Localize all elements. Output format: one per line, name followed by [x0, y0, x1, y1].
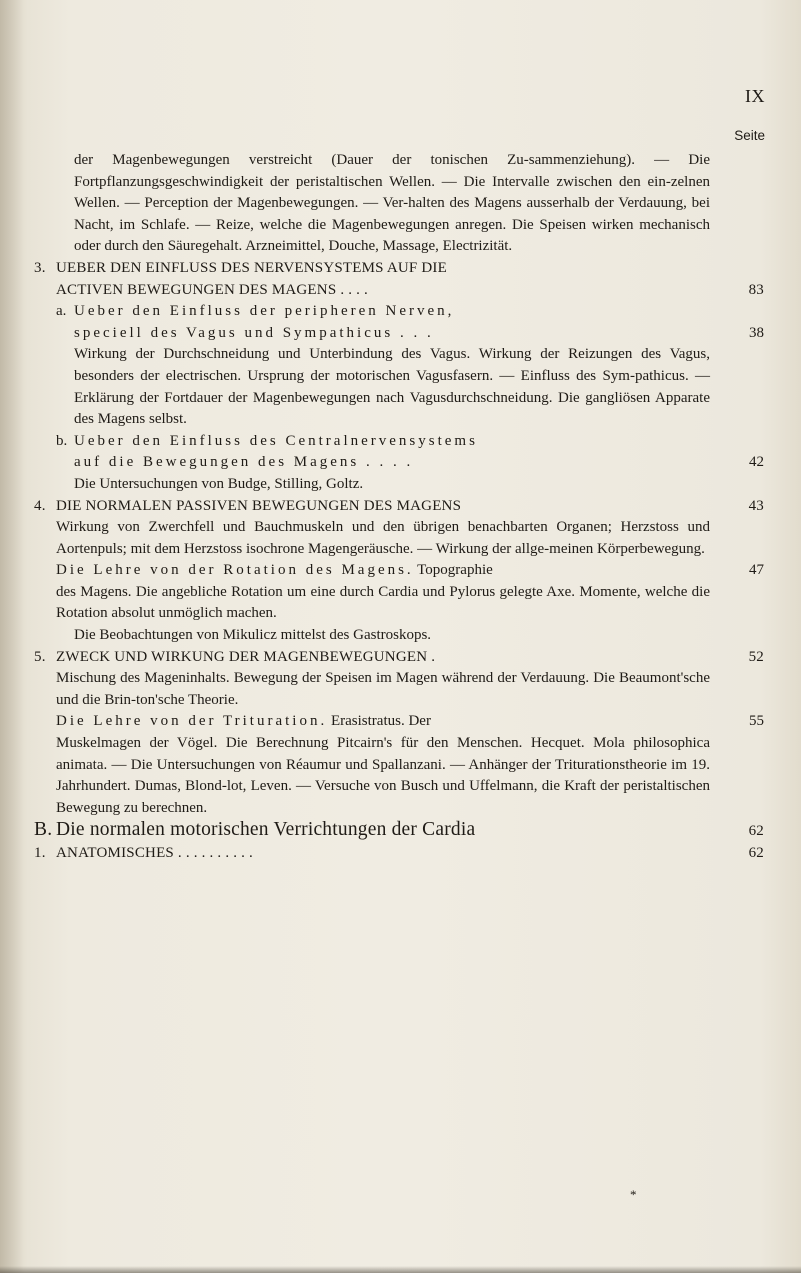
entry-title: UEBER DEN EINFLUSS DES NERVENSYSTEMS AUF DIE [56, 259, 447, 276]
sub-label: b. [56, 432, 68, 449]
entry-text: Mischung des Mageninhalts. Bewegung der Speisen im Magen während der Verdauung. Die Beaumont'sche und die Brin-ton'sche Theorie. [56, 670, 710, 708]
intro-continuation [34, 150, 764, 258]
entry-page: 52 [748, 648, 764, 665]
sub-heading: Die Lehre von der Trituration. [56, 713, 328, 730]
toc-entry-5 [34, 647, 764, 820]
sub-page: 47 [749, 562, 764, 579]
entry-page: 83 [748, 281, 764, 298]
entry-title: ZWECK UND WIRKUNG DER MAGENBEWEGUNGEN . [56, 648, 436, 665]
page-gutter-shadow [0, 0, 24, 1273]
sub-text: Wirkung der Durchschneidung und Unterbindung des Vagus. Wirkung der Reizungen des Vagus, besonders der electrischen. Ursprung der motorischen Vagusfasern. — Einfluss des Sym-pathicus. — Erklärung der Fortdauer der Magenbewegungen nach Vagusdurchschneidung. Die gangliösen Apparate des Magens selbst. [74, 346, 710, 428]
entry-page: 62 [748, 823, 764, 840]
entry-title: DIE NORMALEN PASSIVEN BEWEGUNGEN DES MAGENS [56, 497, 462, 514]
entry-number: 3. [34, 259, 46, 276]
sub-heading: Die Lehre von der Rotation des Magens. [56, 562, 414, 579]
toc-entry-3 [34, 258, 764, 496]
entry-number: 5. [34, 648, 46, 665]
sub-title-cont: speciell des Vagus und Sympathicus . . . [74, 324, 434, 341]
sub-page: 42 [749, 454, 764, 471]
sub-heading-rest: Topographie [417, 562, 493, 579]
entry-number: 4. [34, 497, 46, 514]
intro-text: der Magenbewegungen verstreicht (Dauer der tonischen Zu-sammenziehung). — Die Fortpflanzungsgeschwindigkeit der peristaltischen Wellen. — Die Intervalle zwischen den ein-zelnen Wellen. — Perception der Magenbewegungen. — Ver-halten des Magens ausserhalb der Verdauung, bei Nacht, im Schlafe. — Reize, welche die Magenbewegungen anregen. Die Speisen wirken mechanisch oder durch den Säuregehalt. Arzneimittel, Douche, Massage, Electrizität. [74, 152, 710, 255]
entry-number: 1. [34, 845, 46, 861]
entry-title-cont: ACTIVEN BEWEGUNGEN DES MAGENS . . . . [56, 281, 368, 298]
toc-entry-1 [34, 843, 764, 865]
footer-mark: * [630, 1187, 637, 1202]
entry-page: 43 [748, 497, 764, 514]
entry-title: Die normalen motorischen Verrichtungen der Cardia [56, 819, 476, 841]
sub-text: des Magens. Die angebliche Rotation um eine durch Cardia und Pylorus gelegte Axe. Momente, welche die Rotation absolut unmöglich machen. [56, 583, 710, 622]
toc-entry-4 [34, 496, 764, 647]
entry-page: 62 [748, 845, 764, 861]
sub-page: 55 [749, 713, 764, 730]
sub-text: Die Beobachtungen von Mikulicz mittelst des Gastroskops. [74, 627, 432, 644]
sub-title: Ueber den Einfluss des Centralnervensystems [74, 432, 478, 449]
entry-title: ANATOMISCHES . . . . . . . . . . [56, 845, 253, 861]
sub-text: Die Untersuchungen von Budge, Stilling, Goltz. [74, 475, 364, 492]
sub-heading-rest: Erasistratus. Der [330, 713, 431, 730]
page-bottom-edge [0, 1266, 801, 1273]
sub-label: a. [56, 303, 67, 320]
page-number: IX [745, 86, 765, 106]
sub-page: 38 [749, 324, 764, 341]
page-column-label: Seite [734, 128, 765, 143]
sub-title-cont: auf die Bewegungen des Magens . . . . [74, 454, 414, 471]
sub-text: Muskelmagen der Vögel. Die Berechnung Pitcairn's für den Menschen. Hecquet. Mola philosophica animata. — Die Untersuchungen von Réaumur und Spallanzani. — Anhänger der Triturationstheorie im 19. Jahrhundert. Dumas, Blond-lot, Leven. — Versuche von Busch und Uffelmann, die Kraft der peristaltischen Bewegung zu berechnen. [56, 735, 710, 816]
entry-text: Wirkung von Zwerchfell und Bauchmuskeln und den übrigen benachbarten Organen; Herzstoss und Aortenpuls; mit dem Herzstoss isochrone Magengeräusche. — Wirkung der allge-meinen Körperbewegung. [56, 519, 710, 557]
table-of-contents [34, 150, 764, 865]
entry-number: B. [34, 819, 53, 841]
sub-title: Ueber den Einfluss der peripheren Nerven, [74, 303, 455, 320]
toc-entry-b [34, 819, 764, 843]
